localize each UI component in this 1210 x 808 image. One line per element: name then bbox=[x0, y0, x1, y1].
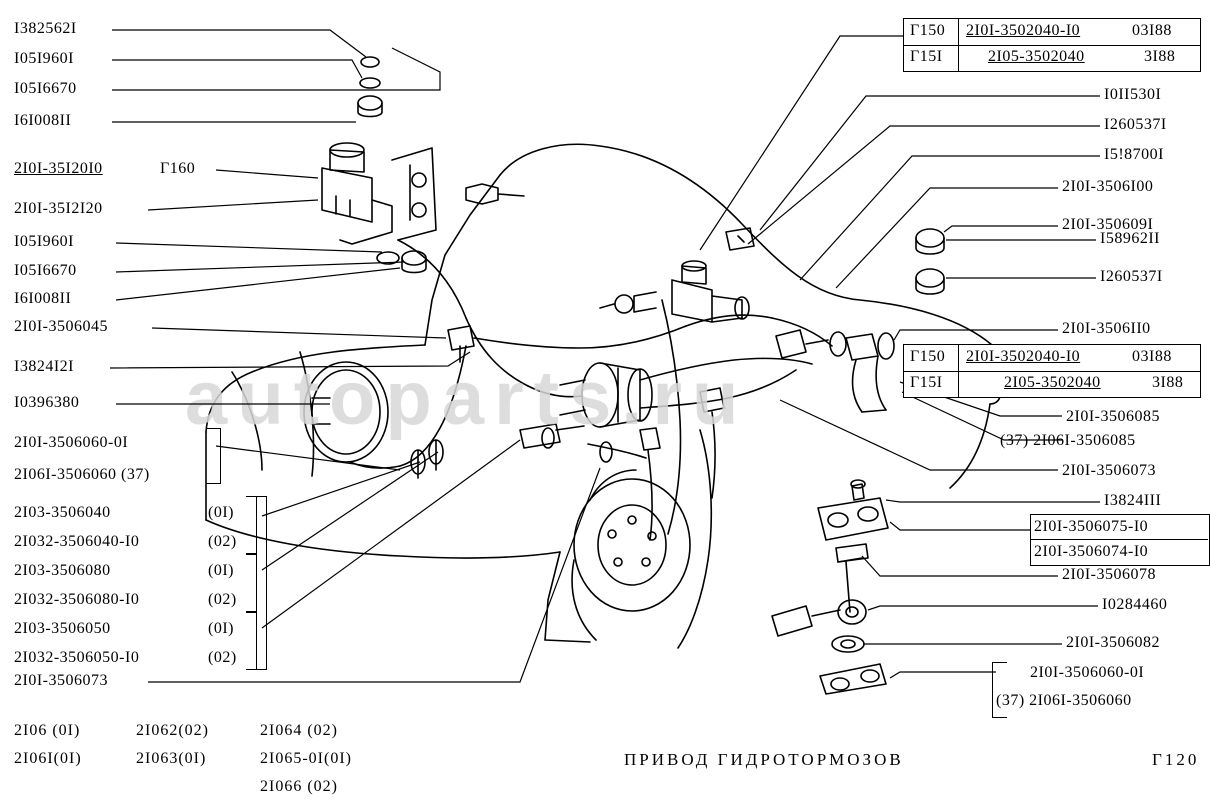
mid-right-table bbox=[903, 344, 1201, 398]
applicability-r3-c3: 2I066 (02) bbox=[260, 778, 338, 795]
left-label-6: I05I960I bbox=[14, 233, 74, 250]
right-label-3: 2I0I-3506I00 bbox=[1062, 178, 1154, 195]
left-label-19-col2: (02) bbox=[208, 649, 237, 666]
right-label-4: 2I0I-350609I bbox=[1062, 216, 1154, 233]
right-label-16: 2I0I-3506082 bbox=[1066, 634, 1160, 651]
left-label-14-col2: (0I) bbox=[208, 504, 234, 521]
applicability-r2-c3: 2I065-0I(0I) bbox=[260, 750, 352, 767]
left-label-11: I0396380 bbox=[14, 394, 80, 411]
left-label-1: I05I960I bbox=[14, 50, 74, 67]
left-label-15: 2I032-3506040-I0 bbox=[14, 533, 140, 550]
applicability-r1-c1: 2I06 (0I) bbox=[14, 722, 81, 739]
bracket-pipes-c bbox=[246, 612, 257, 670]
applicability-r2-c1: 2I06I(0I) bbox=[14, 750, 82, 767]
right-label-10: 2I0I-3506073 bbox=[1062, 462, 1156, 479]
left-label-9: 2I0I-3506045 bbox=[14, 318, 108, 335]
mid-table-row0-date: 03I88 bbox=[1132, 348, 1172, 365]
left-label-17-col2: (02) bbox=[208, 591, 237, 608]
right-label-5: I58962II bbox=[1100, 230, 1160, 247]
left-label-12: 2I0I-3506060-0I bbox=[14, 434, 129, 451]
right-label-11: I3824III bbox=[1104, 492, 1162, 509]
top-table-row1-code: Г15I bbox=[910, 48, 943, 65]
left-label-7: I05I6670 bbox=[14, 262, 77, 279]
left-label-20: 2I0I-3506073 bbox=[14, 672, 108, 689]
watermark: autoparts.ru bbox=[185, 356, 749, 441]
top-right-table bbox=[903, 18, 1201, 72]
right-label-14: 2I0I-3506078 bbox=[1062, 566, 1156, 583]
top-table-row1-part: 2I05-3502040 bbox=[988, 48, 1085, 65]
left-label-13: 2I06I-3506060 (37) bbox=[14, 466, 150, 483]
right-label-17: 2I0I-3506060-0I bbox=[1030, 664, 1145, 681]
right-label-9: (37) 2I06I-3506085 bbox=[1000, 432, 1136, 449]
right-label-13: 2I0I-3506074-I0 bbox=[1034, 543, 1149, 560]
right-label-1: I260537I bbox=[1104, 116, 1167, 133]
left-label-4: 2I0I-35I20I0 bbox=[14, 160, 103, 177]
bracket-group-pipes bbox=[256, 496, 267, 670]
right-label-18: (37) 2I06I-3506060 bbox=[996, 692, 1132, 709]
mid-table-row0-part: 2I0I-3502040-I0 bbox=[966, 348, 1081, 365]
top-table-row0-part: 2I0I-3502040-I0 bbox=[966, 22, 1081, 39]
right-label-15: I0284460 bbox=[1102, 596, 1168, 613]
mid-table-row1-code: Г15I bbox=[910, 374, 943, 391]
left-label-10: I3824I2I bbox=[14, 358, 74, 375]
left-label-8: I6I008II bbox=[14, 290, 72, 307]
left-label-19: 2I032-3506050-I0 bbox=[14, 649, 140, 666]
left-label-15-col2: (02) bbox=[208, 533, 237, 550]
applicability-r2-c2: 2I063(0I) bbox=[136, 750, 207, 767]
bracket-pipes-a bbox=[246, 496, 257, 554]
left-label-16: 2I03-3506080 bbox=[14, 562, 111, 579]
right-label-7: 2I0I-3506II0 bbox=[1062, 320, 1151, 337]
mid-table-row0-code: Г150 bbox=[910, 348, 946, 365]
mid-table-row1-date: 3I88 bbox=[1152, 374, 1184, 391]
top-table-row1-date: 3I88 bbox=[1144, 48, 1176, 65]
applicability-r1-c3: 2I064 (02) bbox=[260, 722, 338, 739]
top-table-row0-code: Г150 bbox=[910, 22, 946, 39]
box-divider bbox=[1030, 539, 1208, 540]
top-table-row0-date: 03I88 bbox=[1132, 22, 1172, 39]
right-label-0: I0II530I bbox=[1104, 86, 1162, 103]
bracket-pipes-b bbox=[246, 554, 257, 612]
sheet-code: Г120 bbox=[1152, 750, 1200, 769]
right-label-8: 2I0I-3506085 bbox=[1066, 408, 1160, 425]
left-label-2: I05I6670 bbox=[14, 80, 77, 97]
right-label-6: I260537I bbox=[1100, 268, 1163, 285]
left-label-3: I6I008II bbox=[14, 112, 72, 129]
left-label-4-suffix: Г160 bbox=[160, 160, 196, 177]
left-label-16-col2: (0I) bbox=[208, 562, 234, 579]
left-label-18-col2: (0I) bbox=[208, 620, 234, 637]
left-label-14: 2I03-3506040 bbox=[14, 504, 111, 521]
diagram-title: ПРИВОД ГИДРОТОРМОЗОВ bbox=[624, 750, 904, 769]
right-label-12: 2I0I-3506075-I0 bbox=[1034, 518, 1149, 535]
applicability-r1-c2: 2I062(02) bbox=[136, 722, 209, 739]
left-label-0: I382562I bbox=[14, 20, 77, 37]
bracket-3506060 bbox=[206, 428, 221, 484]
mid-table-row1-part: 2I05-3502040 bbox=[1004, 374, 1101, 391]
right-label-2: I5!8700I bbox=[1104, 146, 1164, 163]
left-label-17: 2I032-3506080-I0 bbox=[14, 591, 140, 608]
left-label-18: 2I03-3506050 bbox=[14, 620, 111, 637]
left-label-5: 2I0I-35I2I20 bbox=[14, 200, 103, 217]
